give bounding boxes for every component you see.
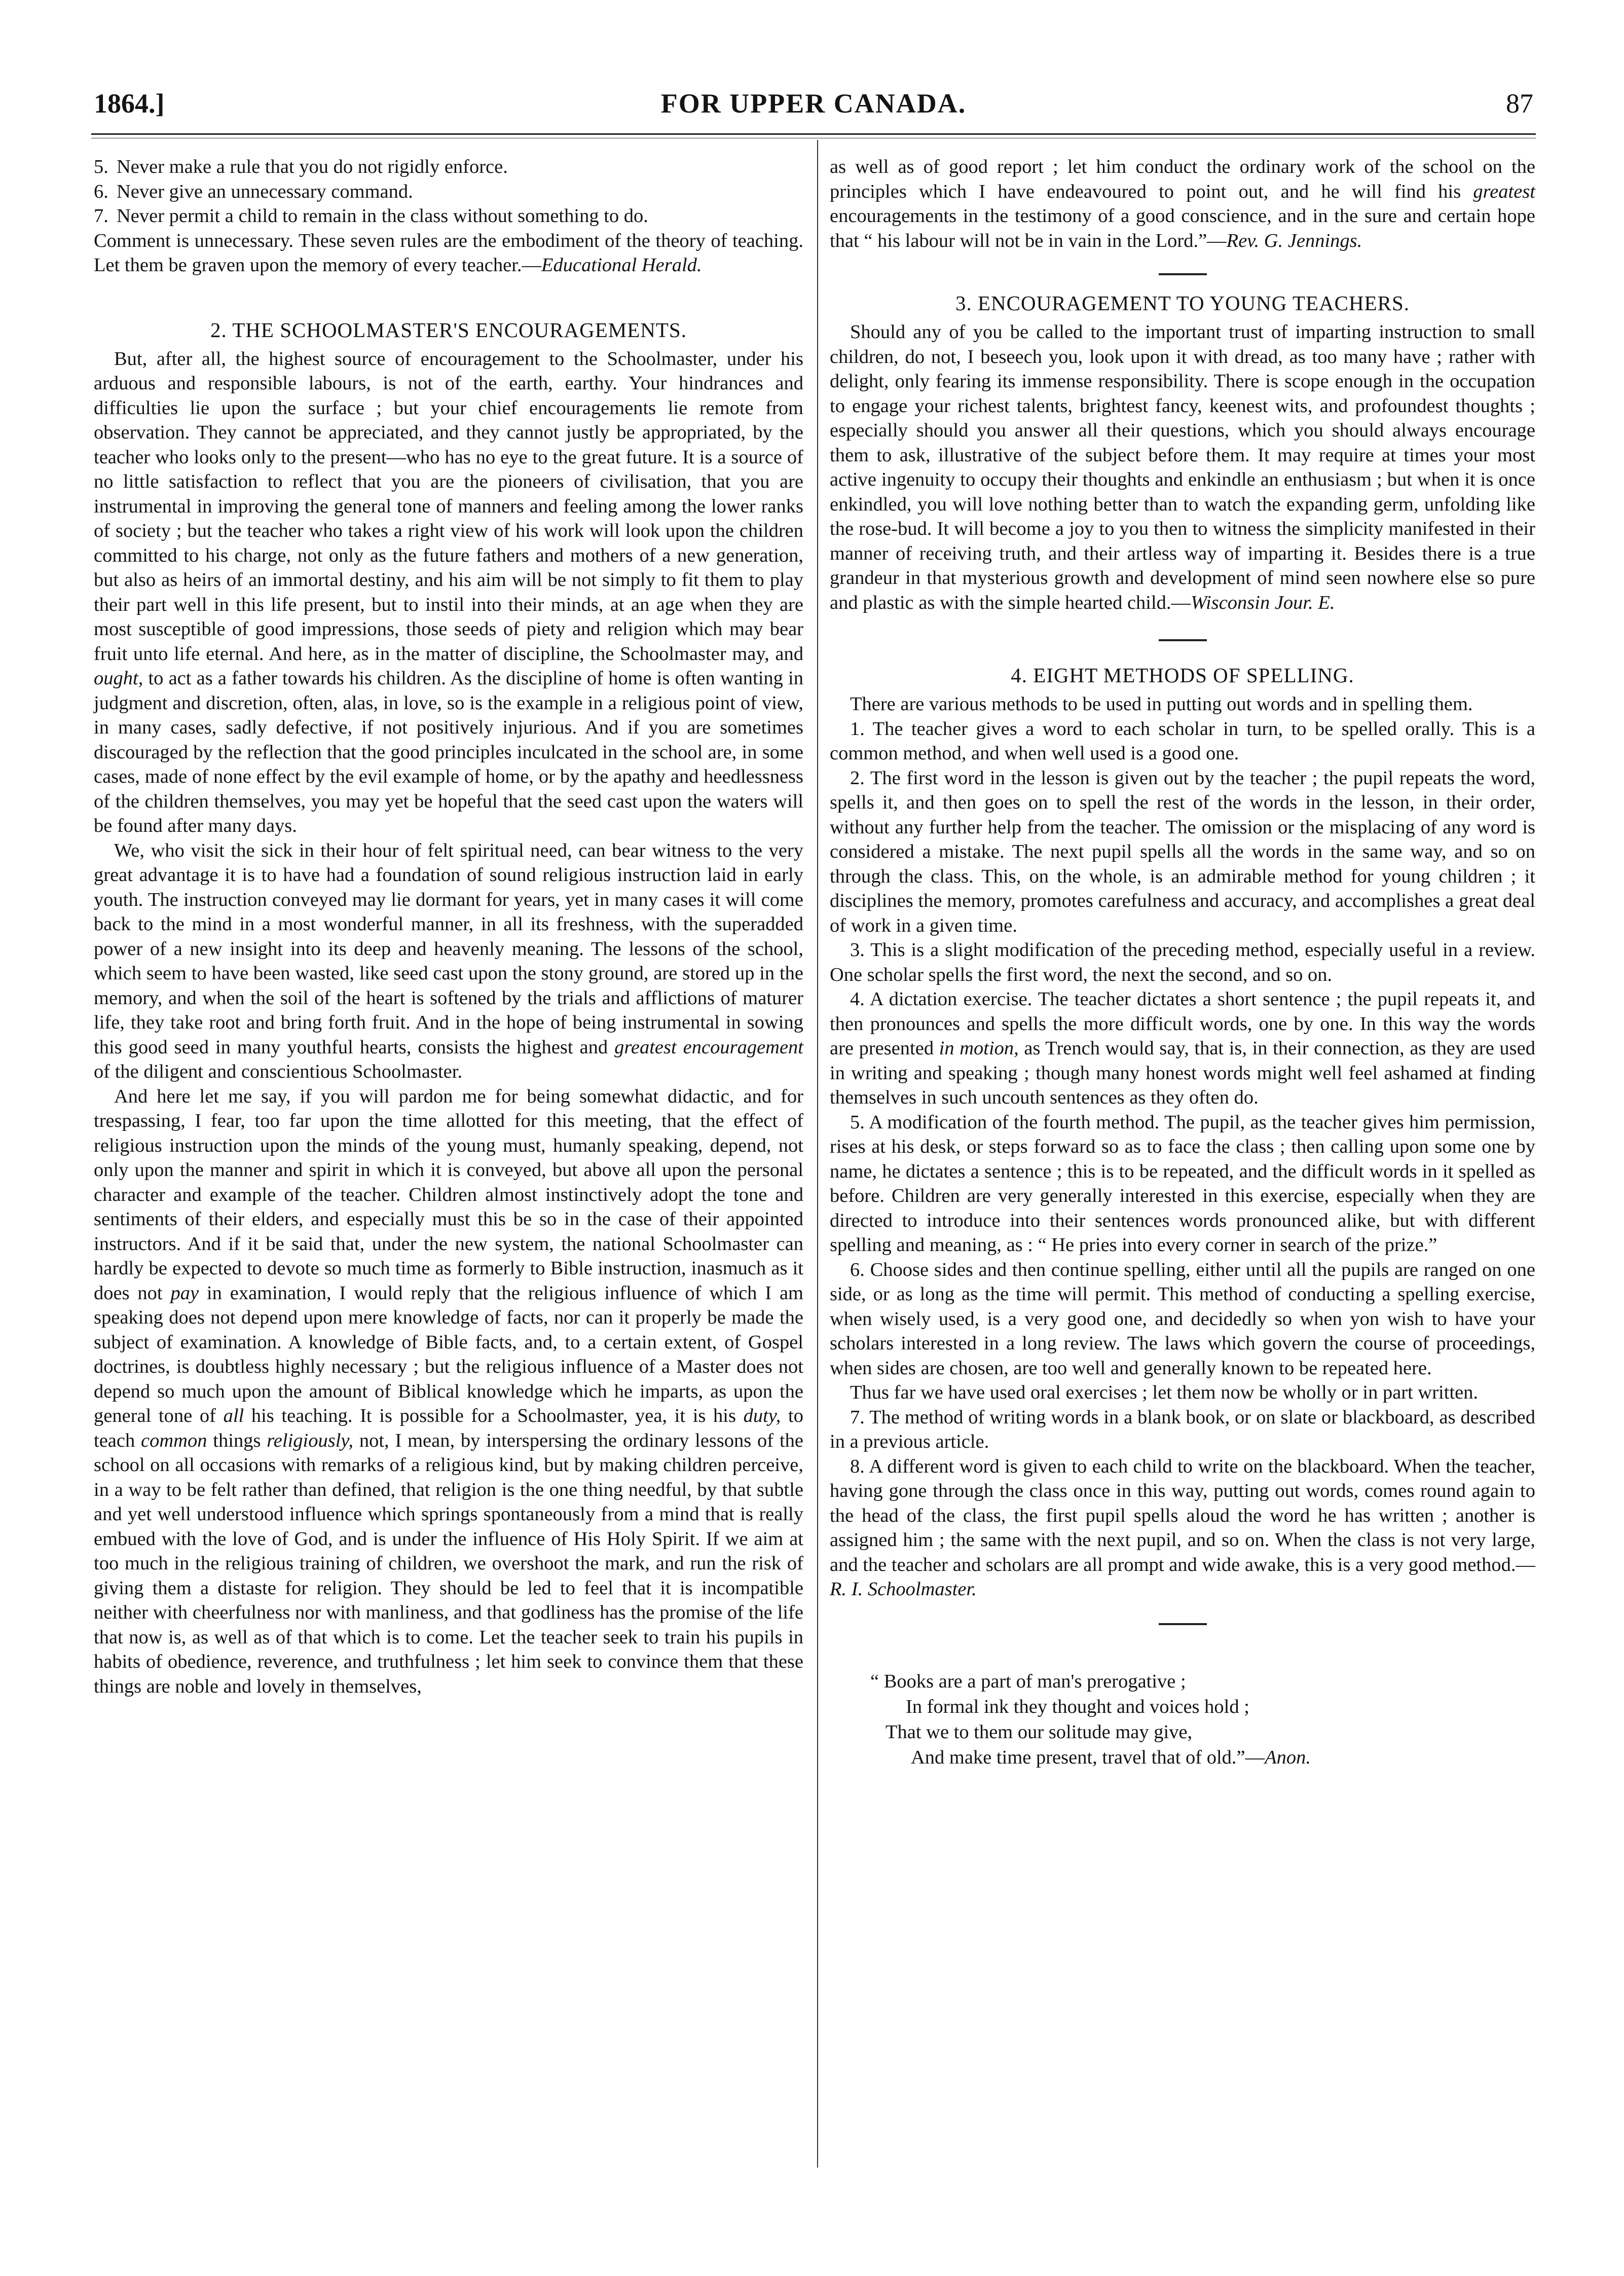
rule-item-7 [94,204,803,229]
italic-text: common [141,1429,207,1451]
comment-text: Comment is unnecessary. These seven rules are the embodiment of the theory of teaching. Let them be graven upon the memory of every teacher.— [94,230,803,276]
paragraph-text: 8. A different word is given to each child to write on the blackboard. When the teacher, having gone through the class once in this way, putting out words, comes round again to the head of the class, the first pupil spells aloud the word he has written ; another is assigned him ; the same with the next pupil, and so on. When the class is not very large, and the teacher and scholars are all prompt and wide awake, this is a very good method.— [830,1455,1535,1575]
paragraph-text: We, who visit the sick in their hour of felt spiritual need, can bear witness to the very great advantage it is to have had a foundation of sound religious instruction laid in early youth. The instruction conveyed may lie dormant for years, yet in many cases it will come back to the mind in a most wonderful manner, in all its freshness, with the superadded power of a new insight into its deep and heavenly meaning. The lessons of the school, which seem to have been wasted, like seed cast upon the stony ground, are stored up in the memory, and when the soil of the heart is softened by the trials and afflictions of maturer life, they take root and bring forth fruit. And in the hope of being instrumental in sowing this good seed in many youthful hearts, consists the highest and [94,839,803,1058]
section-separator [1159,639,1207,641]
section-separator [1159,273,1207,275]
italic-text: greatest encouragement [614,1036,803,1058]
verse-text: And make time present, travel that of old.”— [911,1746,1265,1768]
paragraph-text: And here let me say, if you will pardon me for being somewhat didactic, and for trespassing, I fear, too far upon the time allotted for this meeting, that the effect of religious instruction upon the minds of the young must, humanly speaking, depend, not only upon the manner and spirit in which it is conveyed, but above all upon the personal character and example of the teacher. Children almost instinctively adopt the tone and sentiments of their elders, and especially must this be so in the case of their appointed instructors. And if it be said that, under the new system, the national Schoolmaster can hardly be expected to devote so much time as formerly to Bible instruction, inasmuch as it does not [94,1085,803,1304]
verse-attribution: Anon. [1265,1746,1311,1768]
rule-number: 7. [94,205,108,227]
verse-line-final [870,1745,1535,1770]
section-separator [1159,1623,1207,1625]
paragraph-text: as Trench would say, that is, in their connection, as they are used in writing and speaking ; though many honest words might well feel ashamed at finding themselves in such uncouth sentences as they often do. [830,1038,1535,1108]
italic-text: duty, [743,1405,781,1426]
paragraph-text: his teaching. It is possible for a Schoolmaster, yea, it is his [244,1405,744,1426]
italic-text: pay [170,1282,199,1304]
paragraph-text: But, after all, the highest source of encouragement to the Schoolmaster, under his arduous and responsible labours, is not of the earth, earthy. Your hindrances and difficulties lie upon the surface ; but your chief encouragements lie remote from observation. They cannot be appreciated, and they cannot justly be appropriated, by the teacher who looks only to the present—who has no eye to the great future. It is a source of no little satisfaction to reflect that you are the pioneers of civilisation, that you are instrumental in improving the general tone of manners and feeling among the lower ranks of society ; but the teacher who takes a right view of his work will look upon the children committed to his charge, not only as the future fathers and mothers of a new generation, but also as heirs of an immortal destiny, and his aim will be not simply to fit them to play their part well in this life present, but to instil into their minds, at an age when they are most susceptible of good impressions, those seeds of piety and religion which may bear fruit unto life eternal. And here, as in the matter of discipline, the Schoolmaster may, and [94,348,803,665]
italic-text: all [223,1405,244,1426]
rule-text: Never permit a child to remain in the class without something to do. [117,205,648,227]
paragraph-text: Should any of you be called to the important trust of imparting instruction to small children, do not, I beseech you, look upon it with dread, as too many have ; rather with delight, only fearing its immense responsibility. There is scope enough in the occupation to engage your richest talents, brightest fancy, keenest wits, and profoundest thoughts ; especially should you answer all their questions, which you should always encourage them to ask, illustrative of the subject before them. It may require at times your most active ingenuity to occupy their thoughts and enkindle an enthusiasm ; but when it is once enkindled, you will love nothing better than to watch the expanding germ, unfolding like the rose-bud. It will become a joy to you then to witness the simplicity manifested in their manner of receiving truth, and their artless way of imparting it. Besides there is a true grandeur in that mysterious growth and development of mind seen nowhere else so pure and plastic as with the simple hearted child.— [830,321,1535,613]
rule-item-6 [94,179,803,204]
body-paragraph [94,838,803,1084]
running-head-year: 1864.] [94,88,165,119]
method-8 [830,1454,1535,1602]
paragraph-text: things [207,1429,267,1451]
left-column [94,155,803,1699]
rule-text: Never make a rule that you do not rigidly enforce. [117,156,508,177]
header-rule [91,133,1536,135]
body-paragraph [830,320,1535,615]
section-heading-spelling-methods: 4. EIGHT METHODS OF SPELLING. [1011,664,1354,687]
body-paragraph: There are various methods to be used in putting out words and in spelling them. [850,693,1473,715]
paragraph-text: as well as of good report ; let him conduct the ordinary work of the school on the principles which I have endeavoured to point out, and he will find his [830,156,1535,202]
comment-paragraph [94,229,803,278]
method-7: 7. The method of writing words in a blank book, or on slate or blackboard, as described in a previous article. [830,1406,1535,1452]
rule-text: Never give an unnecessary command. [117,180,413,202]
oral-exercises-note: Thus far we have used oral exercises ; let them now be wholly or in part written. [850,1382,1479,1403]
paragraph-text: to teach [94,1405,803,1451]
italic-text: ought, [94,668,143,689]
paragraph-text: encouragements in the testimony of a good conscience, and in the sure and certain hope that “ his labour will not be in vain in the Lord.”— [830,205,1535,251]
method-4 [830,987,1535,1110]
running-head [94,84,1533,122]
italic-text: in motion, [939,1038,1019,1059]
attribution: Wisconsin Jour. E. [1191,592,1335,613]
rule-number: 5. [94,156,108,177]
italic-text: greatest [1473,180,1535,202]
paragraph-text: not, I mean, by interspersing the ordinary lessons of the school on all occasions with remarks of a religious kind, but by making children perceive, in a way to be felt rather than defined, that religion is the one thing needful, by that subtle and yet well understood influence which springs spontaneously from a mind that is really embued with the love of God, and is under the influence of His Holy Spirit. If we aim at too much in the religious training of children, we overshoot the mark, and run the risk of giving them a distaste for religion. They should be led to feel that it is incompatible neither with cheerfulness nor with manliness, and that godliness has the promise of the life that now is, as well as of that which is to come. Let the teacher seek to train his pupils in habits of obedience, reverence, and truthfulness ; let him seek to convince them that these things are noble and lovely in themselves, [94,1429,803,1697]
method-1: 1. The teacher gives a word to each scholar in turn, to be spelled orally. This is a common method, and when well used is a good one. [830,718,1535,764]
section-heading-schoolmaster-encouragements: 2. THE SCHOOLMASTER'S ENCOURAGEMENTS. [210,318,687,342]
paragraph-text: of the diligent and conscientious Schoolmaster. [94,1061,463,1082]
right-column [830,155,1535,1770]
method-5: 5. A modification of the fourth method. The pupil, as the teacher gives him permission, rises at his desk, or steps forward so as to face the class ; then calling upon some one by name, he dictates a sentence ; this is to be repeated, and the difficult words in it spelled as before. Children are very generally interested in this exercise, especially when they are directed to introduce into their sentences words pronounced alike, but with different spelling and meaning, as : “ He pries into every corner in search of the prize.” [830,1111,1535,1256]
page-number: 87 [1506,88,1533,119]
rule-item-5 [94,155,803,179]
paragraph-text: 4. A dictation exercise. The teacher dictates a short sentence ; the pupil repeats it, and then pronounces and spells the more difficult words, one by one. In this way the words are presented [830,988,1535,1059]
paragraph-text: to act as a father towards his children. As the discipline of home is often wanting in judgment and discretion, often, alas, in love, so is the example in a religious point of view, in many cases, sadly defective, if not positively injurious. And if you are sometimes discouraged by the reflection that the good principles inculcated in the school are, in some cases, made of none effect by the evil example of home, or by the apathy and heedlessness of the children themselves, you may yet be hopeful that the seed cast upon the waters will be found after many days. [94,668,803,836]
column-divider [817,140,818,2168]
method-2: 2. The first word in the lesson is given out by the teacher ; the pupil repeats the word, spells it, and then goes on to spell the rest of the words in the lesson, in their order, without any further help from the teacher. The omission or the misplacing of any word is considered a mistake. The next pupil spells all the words in the same way, and so on through the class. This, on the whole, is an admirable method for young children ; it disciplines the memory, promotes carefulness and accuracy, and accomplishes a great deal of work in a given time. [830,767,1535,936]
body-paragraph [94,1084,803,1699]
closing-verse [870,1669,1535,1770]
comment-source: Educational Herald. [541,254,702,276]
continued-paragraph [830,155,1535,253]
method-3: 3. This is a slight modification of the preceding method, especially useful in a review. One scholar spells the first word, the next the second, and so on. [830,939,1535,985]
attribution: R. I. Schoolmaster. [830,1578,977,1600]
verse-line: In formal ink they thought and voices hold ; [906,1696,1249,1717]
verse-line: That we to them our solitude may give, [885,1721,1193,1743]
paragraph-text: in examination, I would reply that the religious influence of which I am speaking does not depend upon mere knowledge of facts, nor can it properly be made the subject of examination. A knowledge of Bible facts, and, to a certain extent, of Gospel doctrines, is doubtless highly necessary ; but the religious influence of a Master does not depend so much upon the amount of Biblical knowledge which he imparts, as upon the general tone of [94,1282,803,1426]
body-paragraph [94,347,803,838]
rule-number: 6. [94,180,108,202]
italic-text: religiously, [267,1429,353,1451]
verse-line: “ Books are a part of man's prerogative ; [870,1670,1186,1692]
method-6: 6. Choose sides and then continue spelling, either until all the pupils are ranged on one side, or as long as the time will permit. This method of conducting a spelling exercise, when wisely used, is a very good one, and decidedly so when yon wish to have your scholars interested in a long review. The laws which govern the course of proceedings, when sides are chosen, are too well and generally known to be repeated here. [830,1259,1535,1379]
running-head-title: FOR UPPER CANADA. [660,88,967,119]
attribution: Rev. G. Jennings. [1226,230,1362,251]
section-heading-young-teachers: 3. ENCOURAGEMENT TO YOUNG TEACHERS. [955,291,1410,315]
